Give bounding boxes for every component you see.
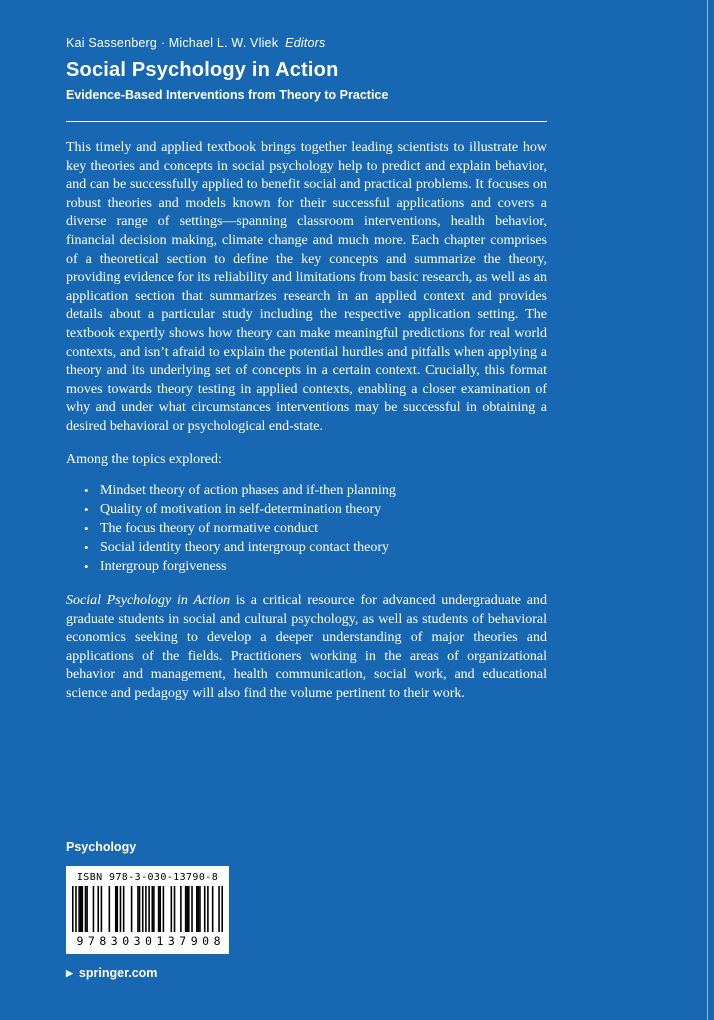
category-label: Psychology xyxy=(66,840,137,854)
editors-line xyxy=(66,36,547,51)
isbn-number: ISBN 978-3-030-13790-8 xyxy=(76,872,219,883)
topic-item: • The focus theory of normative conduct xyxy=(84,519,547,538)
publisher-url: springer.com xyxy=(78,966,158,980)
topics-list xyxy=(66,481,547,576)
isbn-block xyxy=(66,866,229,954)
topics-heading: Among the topics explored: xyxy=(66,451,222,467)
description-paragraph: This timely and applied textbook brings together leading scientists to illustrate how key theories and concepts in social psychology help to predict and explain behavior, and can be successfully applied to benefit social and practical problems. It focuses on robust theories and models known for their successful applications and covers a diverse range of settings—spanning classroom interventions, health behavior, financial decision making, climate change and much more. Each chapter comprises of a theoretical section to define the key concepts and summarize the theory, providing evidence for its reliability and limitations from basic research, as well as an application section that summarizes research in an applied context and provides details about a particular study including the respective application setting. The textbook expertly shows how theory can make meaningful predictions for real world contexts, and isn’t afraid to explain the potential hurdles and pitfalls when applying a theory and its underlying set of concepts in a certain context. Crucially, this format moves towards theory testing in applied contexts, enabling a closer examination of why and under what circumstances interventions may be successful in obtaining a desired behavioral or psychological end-state. xyxy=(66,140,547,434)
springer-arrow-icon: ▶ xyxy=(66,967,73,978)
barcode xyxy=(72,886,223,932)
cover-footer xyxy=(66,840,229,980)
audience-paragraph xyxy=(66,592,547,704)
publisher-line xyxy=(66,966,229,980)
editors-label: Editors xyxy=(285,36,326,50)
topic-item: • Social identity theory and intergroup contact theory xyxy=(84,538,547,557)
divider-line xyxy=(66,121,547,122)
book-title: Social Psychology in Action xyxy=(66,59,339,81)
audience-text: is a critical resource for advanced undergraduate and graduate students in social and cultural psychology, as well as students of behavioral economics seeking to develop a deeper understanding of major theories and applications of the fields. Practitioners working in the areas of organizational behavior and management, health communication, social work, and educational science and pedagogy will also find the volume pertinent to their work. xyxy=(66,593,547,702)
topic-item: • Intergroup forgiveness xyxy=(84,557,547,576)
editor-names: Kai Sassenberg · Michael L. W. Vliek xyxy=(66,36,279,50)
book-title-reference: Social Psychology in Action xyxy=(66,593,230,609)
book-subtitle: Evidence-Based Interventions from Theory to Practice xyxy=(66,88,389,102)
page-edge xyxy=(707,0,708,1020)
isbn-digits: 9783030137908 xyxy=(76,934,226,948)
topic-item: • Mindset theory of action phases and if-then planning xyxy=(84,481,547,500)
topic-item: • Quality of motivation in self-determination theory xyxy=(84,500,547,519)
